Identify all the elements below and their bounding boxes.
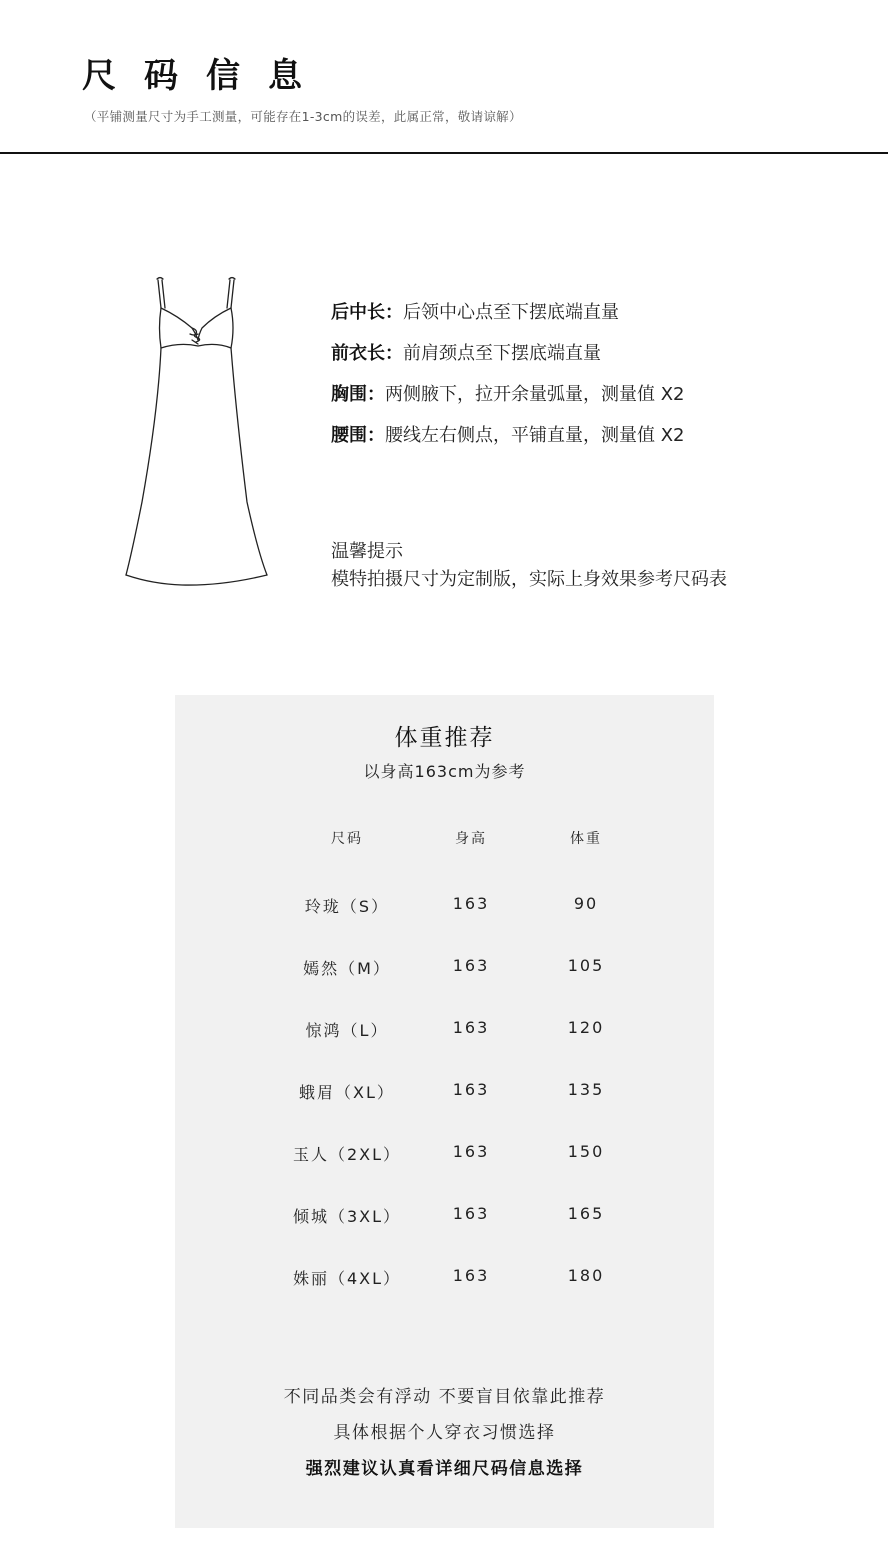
height-cell: 163 (452, 1018, 490, 1037)
height-cell: 163 (452, 1266, 490, 1285)
column-header-size: 尺码 (331, 831, 363, 847)
measurement-definitions (331, 292, 685, 456)
measurement-disclaimer: （平铺测量尺寸为手工测量，可能存在1-3cm的误差，此属正常，敬请谅解） (84, 109, 522, 124)
table-row (175, 1142, 714, 1172)
page-header (0, 0, 888, 156)
panel-subtitle: 以身高163cm为参考 (363, 762, 526, 781)
header-divider (0, 152, 888, 154)
column-header-height: 身高 (455, 831, 487, 847)
definition-text: 腰线左右侧点，平铺直量，测量值 X2 (385, 425, 685, 446)
table-row (175, 956, 714, 986)
definition-term: 胸围： (331, 384, 385, 405)
table-row (175, 1266, 714, 1296)
table-row (175, 1080, 714, 1110)
height-cell: 163 (452, 894, 490, 913)
dress-sketch (112, 272, 277, 596)
table-row (175, 1018, 714, 1048)
height-cell: 163 (452, 1204, 490, 1223)
definition-back-length (331, 292, 685, 333)
definition-term: 前衣长： (331, 343, 403, 364)
definition-term: 后中长： (331, 302, 403, 323)
weight-cell: 165 (567, 1204, 605, 1223)
column-header-weight: 体重 (570, 831, 602, 847)
size-cell: 玉人（2XL） (292, 1145, 402, 1164)
size-cell: 蛾眉（XL） (299, 1083, 395, 1102)
size-cell: 惊鸿（L） (305, 1021, 389, 1040)
definition-bust (331, 374, 685, 415)
tip-text: 模特拍摄尺寸为定制版，实际上身效果参考尺码表 (331, 569, 727, 590)
size-cell: 嫣然（M） (303, 959, 391, 978)
height-cell: 163 (452, 1142, 490, 1161)
note-line-emphasis: 强烈建议认真看详细尺码信息选择 (305, 1459, 584, 1479)
definition-term: 腰围： (331, 425, 385, 446)
definition-text: 前肩颈点至下摆底端直量 (403, 343, 601, 364)
tip-title: 温馨提示 (331, 541, 403, 562)
height-cell: 163 (452, 1080, 490, 1099)
note-line: 不同品类会有浮动 不要盲目依靠此推荐 (283, 1387, 606, 1407)
definition-front-length (331, 333, 685, 374)
weight-cell: 105 (567, 956, 605, 975)
definition-text: 两侧腋下，拉开余量弧量，测量值 X2 (385, 384, 685, 405)
weight-cell: 150 (567, 1142, 605, 1161)
table-row (175, 894, 714, 924)
definition-text: 后领中心点至下摆底端直量 (403, 302, 619, 323)
size-cell: 姝丽（4XL） (292, 1269, 402, 1288)
size-cell: 倾城（3XL） (292, 1207, 402, 1226)
panel-title: 体重推荐 (394, 725, 495, 751)
warm-tip (331, 538, 727, 594)
page-title: 尺码信息 (82, 56, 330, 96)
definition-waist (331, 415, 685, 456)
size-cell: 玲珑（S） (304, 897, 390, 916)
table-row (175, 1204, 714, 1234)
height-cell: 163 (452, 956, 490, 975)
note-line: 具体根据个人穿衣习惯选择 (333, 1423, 556, 1443)
weight-cell: 180 (567, 1266, 605, 1285)
weight-cell: 135 (567, 1080, 605, 1099)
weight-recommendation-panel (175, 695, 714, 1528)
weight-cell: 120 (567, 1018, 605, 1037)
weight-cell: 90 (573, 894, 599, 913)
